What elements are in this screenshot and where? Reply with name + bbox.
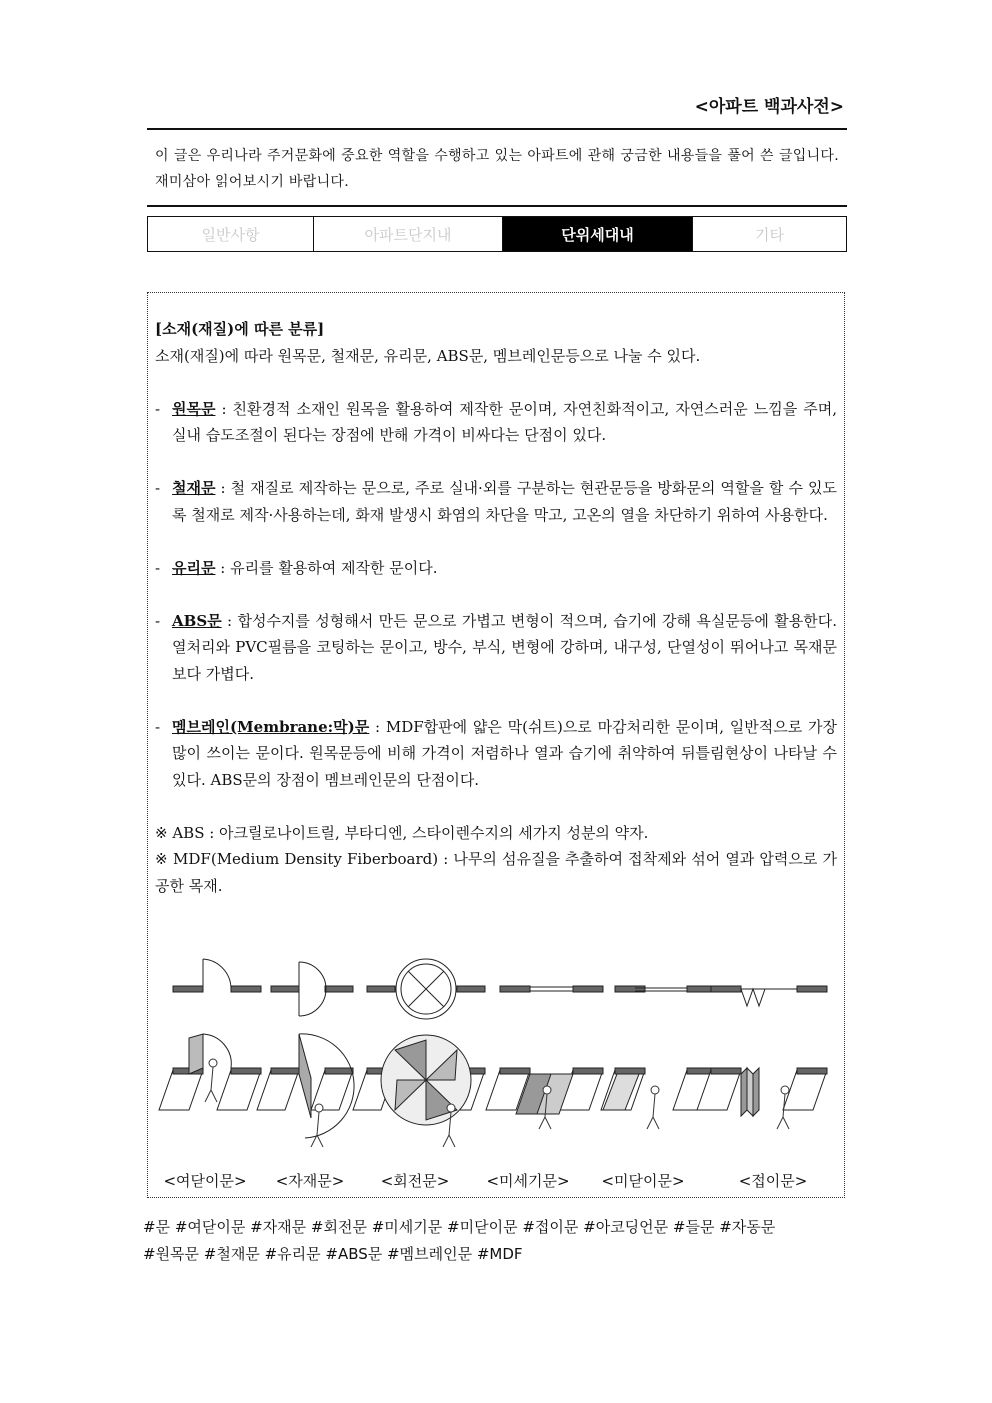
list-item-steel-door: - 철재문 : 철 재질로 제작하는 문으로, 주로 실내·외를 구분하는 현관문등을 방화문의 역할을 할 수 있도록 철재로 제작·사용하는데, 화재 발생시 화염의 차단을 막고, 고온의 열을 차단하기 위하여 사용한다. [155,479,837,524]
header-rule [147,128,847,130]
hashtag-line-1: #문 #여닫이문 #자재문 #회전문 #미세기문 #미닫이문 #접이문 #아코딩언문 #들문 #자동문 [143,1218,776,1236]
section-lead: 소재(재질)에 따라 원목문, 철재문, 유리문, ABS문, 멤브레인문등으로 나눌 수 있다. [155,346,701,365]
caption-double-acting-door: <자재문> [275,1172,345,1190]
note-mdf: ※ MDF(Medium Density Fiberboard) : 나무의 섬유질을 추출하여 접착제와 섞어 열과 압력으로 가공한 목재. [155,850,837,895]
tab-other[interactable]: 기타 [755,225,784,244]
caption-revolving-door: <회전문> [380,1172,450,1190]
term-abs-door: ABS문 [172,611,222,630]
category-tabs [147,216,847,252]
folding-door-plan-icon [711,986,827,1006]
term-glass-door: 유리문 [172,558,216,577]
desc-steel-door: : 철 재질로 제작하는 문으로, 주로 실내·외를 구분하는 현관문등을 방화문의 역할을 할 수 있도록 철재로 제작·사용하는데, 화재 발생시 화염의 차단을 막고, 고온의 열을 차단하기 위하여 사용한다. [172,479,837,524]
content-body [155,316,837,899]
tab-unit-interior[interactable]: 단위세대내 [503,217,693,251]
pocket-door-plan-icon [615,986,717,992]
term-steel-door: 철재문 [172,479,216,497]
swing-door-perspective-icon [159,1034,261,1110]
hashtags [143,1214,863,1268]
double-acting-door-plan-icon [271,962,353,1016]
page-header-title: <아파트 백과사전> [694,97,844,117]
list-item-membrane-door: - 멤브레인(Membrane:막)문 : MDF합판에 얇은 막(쉬트)으로 마감처리한 문이며, 일반적으로 가장 많이 쓰이는 문이다. 원목문등에 비해 가격이 저렴하나 열과 습기에 취약하여 뒤틀림현상이 나타날 수 있다. ABS문의 장점이 멤브레인문의 단점이다. [155,717,837,789]
caption-swing-door: <여닫이문> [163,1172,247,1190]
list-item-wood-door: - 원목문 : 친환경적 소재인 원목을 활용하여 제작한 문이며, 자연친화적이고, 자연스러운 느낌을 주며, 실내 습도조절이 된다는 장점에 반해 가격이 비싸다는 단점이 있다. [155,399,837,444]
desc-wood-door: : 친환경적 소재인 원목을 활용하여 제작한 문이며, 자연친화적이고, 자연스러운 느낌을 주며, 실내 습도조절이 된다는 장점에 반해 가격이 비싸다는 단점이 있다. [172,399,837,444]
door-types-illustration [155,950,841,1165]
hashtag-line-2: #원목문 #철재문 #유리문 #ABS문 #멤브레인문 #MDF [143,1245,523,1263]
desc-glass-door: : 유리를 활용하여 제작한 문이다. [215,558,438,577]
caption-sliding-door: <미세기문> [486,1172,570,1190]
caption-pocket-door: <미닫이문> [601,1172,685,1190]
list-item-abs-door: - ABS문 : 합성수지를 성형해서 만든 문으로 가볍고 변형이 적으며, 습기에 강해 욕실문등에 활용한다. 열처리와 PVC필름을 코팅하는 문이고, 방수, 부식, 변형에 강하며, 내구성, 단열성이 뛰어나고 목재문보다 가볍다. [155,611,837,683]
folding-door-perspective-icon [697,1068,827,1116]
desc-abs-door: : 합성수지를 성형해서 만든 문으로 가볍고 변형이 적으며, 습기에 강해 욕실문등에 활용한다. 열처리와 PVC필름을 코팅하는 문이고, 방수, 부식, 변형에 강하며, 내구성, 단열성이 뛰어나고 목재문보다 가볍다. [172,611,837,683]
term-wood-door: 원목문 [172,399,216,418]
tab-apartment-complex[interactable]: 아파트단지내 [314,217,503,251]
revolving-door-plan-icon [367,959,485,1019]
revolving-door-perspective-icon [353,1035,485,1125]
section-title: [소재(재질)에 따른 분류] [155,320,325,338]
swing-door-plan-icon [173,959,261,992]
term-membrane-door: 멤브레인(Membrane:막)문 [172,717,370,736]
tab-general[interactable]: 일반사항 [148,217,314,251]
list-item-glass-door: - 유리문 : 유리를 활용하여 제작한 문이다. [155,558,438,577]
double-acting-door-perspective-icon [257,1034,354,1138]
intro-rule [147,205,847,207]
caption-folding-door: <접이문> [738,1172,808,1190]
intro-text: 이 글은 우리나라 주거문화에 중요한 역할을 수행하고 있는 아파트에 관해 궁금한 내용들을 풀어 쓴 글입니다. 재미삼아 읽어보시기 바랍니다. [155,148,839,190]
note-abs: ※ ABS : 아크릴로나이트릴, 부타디엔, 스타이렌수지의 세가지 성분의 약자. [155,823,649,842]
sliding-door-plan-icon [500,986,603,992]
desc-membrane-door: : MDF합판에 얇은 막(쉬트)으로 마감처리한 문이며, 일반적으로 가장 많이 쓰이는 문이다. 원목문등에 비해 가격이 저렴하나 열과 습기에 취약하여 뒤틀림현상이 나타날 수 있다. ABS문의 장점이 멤브레인문의 단점이다. [172,717,837,789]
